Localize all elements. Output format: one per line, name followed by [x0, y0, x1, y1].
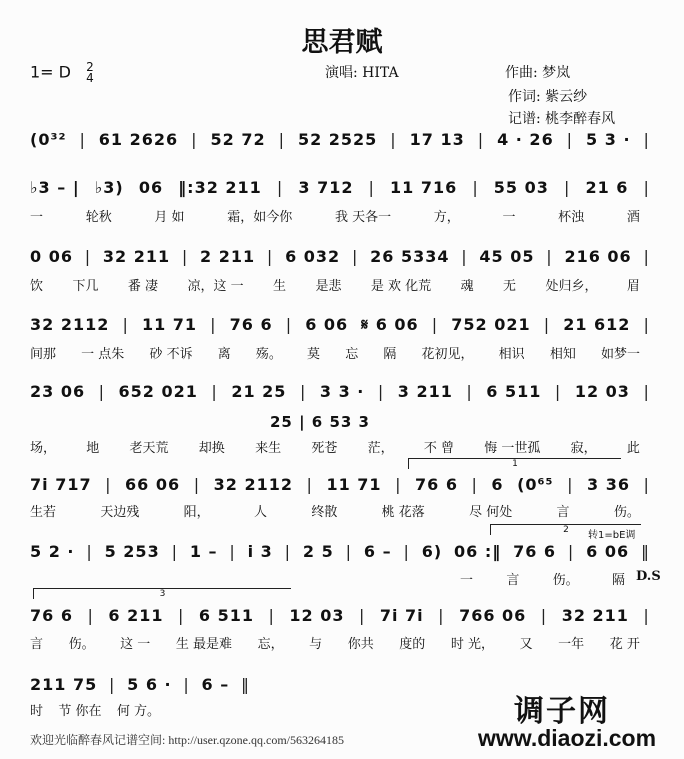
lyric-word: 忘， [257, 637, 284, 652]
lyric-word: 相知 [549, 347, 576, 362]
barline: ‖ [240, 675, 250, 694]
lyric-word: 下几 [72, 279, 99, 294]
lyric-word: 一 [30, 210, 44, 225]
measure: 6 [491, 475, 504, 494]
barline: | [191, 130, 198, 149]
measure: 0 06 [30, 247, 73, 266]
measure: 5 2 · [30, 542, 75, 561]
barline: | [477, 130, 485, 149]
barline: | [554, 382, 562, 401]
measure: 55 03 [493, 178, 549, 197]
barline: | [86, 542, 93, 561]
measure: 6 211 [108, 606, 164, 625]
lyric-word: 何 方。 [116, 704, 160, 719]
lyric-word: 眉 [626, 279, 640, 294]
measure: 3 211 [397, 382, 453, 401]
barline: | [567, 475, 574, 494]
lyric-word: 桃 花落 [381, 505, 425, 520]
lyric-word: 又 [519, 637, 533, 652]
notation-line [30, 178, 650, 197]
measure: 5 253 [104, 542, 160, 561]
time-signature [86, 62, 94, 84]
measure: 11 71 [141, 315, 198, 334]
notation-line [30, 130, 650, 149]
lyrics-line [30, 343, 640, 362]
measure: 7i 7i [379, 606, 424, 625]
measure: 6 – [201, 675, 230, 694]
barline: | [567, 542, 575, 561]
measure: 216 06 [564, 247, 632, 266]
lyric-word: 轮秋 [85, 210, 112, 225]
lyric-word: 生 最是难 [175, 637, 232, 652]
barline: | [79, 130, 86, 149]
barline: | [345, 542, 353, 561]
measure: 3 3 · [319, 382, 365, 401]
lyric-word: 与 [309, 637, 323, 652]
measure: 21 6 [585, 178, 629, 197]
notation-line [30, 606, 650, 625]
lyric-word: 人 [253, 505, 267, 520]
lyric-word: 时 [30, 704, 44, 719]
lyric-word: 处归乡， [545, 279, 598, 294]
notation-line [30, 675, 250, 694]
barline: | [87, 606, 94, 625]
barline: | [285, 315, 293, 334]
measure: 76 6 [415, 475, 458, 494]
lyric-word: 无 [503, 279, 517, 294]
measure: 06 :‖ [454, 542, 502, 561]
lyric-word: 殇。 [255, 347, 282, 362]
lyrics-line [30, 275, 640, 294]
barline: | [284, 542, 292, 561]
modulation-marking: 转1=bE调 [588, 530, 636, 541]
lyrics-line [30, 633, 640, 652]
lyric-word: 我 天各一 [334, 210, 392, 225]
transcriber: 记谱: 桃李醉春风 [508, 111, 616, 127]
measure: 52 72 [210, 130, 266, 149]
lyric-word: 尽 何处 [469, 505, 513, 520]
lyric-word: 如梦一 [600, 347, 640, 362]
lyrics-line [460, 569, 625, 588]
lyrics-line [30, 437, 640, 456]
lyrics-line [30, 206, 640, 225]
notation-line [30, 247, 650, 266]
lyric-word: 饮 [30, 279, 44, 294]
measure: 12 03 [574, 382, 630, 401]
lyric-word: 莫 [307, 347, 321, 362]
barline: | [643, 382, 650, 401]
barline: | [543, 315, 551, 334]
measure: 11 716 [390, 178, 458, 197]
measure: 2 211 [200, 247, 256, 266]
composer: 作曲: 梦岚 [505, 65, 571, 81]
measure: 11 71 [326, 475, 382, 494]
barline: | [276, 178, 284, 197]
time-sig-bottom: 4 [86, 71, 94, 85]
measure: 3 712 [298, 178, 354, 197]
lyric-word: 方， [433, 210, 460, 225]
footer-text: 欢迎光临醉春风记谱空间: http://user.qzone.qq.com/563264185 [30, 733, 344, 747]
lyric-word: 一 点朱 [81, 347, 125, 362]
lyric-word: 一年 [558, 637, 585, 652]
lyric-word: 悔 一世孤 [484, 441, 541, 456]
barline: | [84, 247, 92, 266]
measure: 652 021 [118, 382, 198, 401]
lyric-word: 隔 [611, 573, 625, 588]
lyric-word: 一 [460, 573, 474, 588]
barline: | [643, 475, 650, 494]
measure: 32 2112 [213, 475, 293, 494]
measure: 06 [138, 178, 164, 197]
lyric-word: 这 一 [120, 637, 151, 652]
lyric-word: 伤。 [613, 505, 640, 520]
barline: | [466, 382, 473, 401]
lyric-word: 度的 [399, 637, 426, 652]
volta-bracket: 3 [33, 588, 291, 599]
lyric-word: 阳， [183, 505, 210, 520]
barline: | [643, 130, 650, 149]
lyric-word: 天边残 [100, 505, 140, 520]
notation-line [30, 315, 650, 335]
barline: | [358, 606, 366, 625]
barline: | [546, 247, 553, 266]
lyricist: 作词: 紫云纱 [508, 89, 588, 105]
measure: 32 211 [102, 247, 171, 266]
measure: 6 511 [198, 606, 254, 625]
lyric-word: 霜，如今你 [227, 210, 293, 225]
lyric-word: 一 [502, 210, 516, 225]
lyric-word: 死苍 [311, 441, 338, 456]
lyric-word: 茫， [367, 441, 394, 456]
measure: ♭3 – | [30, 178, 80, 197]
lyric-word: 砂 不诉 [149, 347, 193, 362]
measure: 21 25 [231, 382, 287, 401]
measure: 32 211 [561, 606, 629, 625]
lyric-word: 时 光， [450, 637, 495, 652]
measure: 2 5 [302, 542, 334, 561]
lyric-word: 老天荒 [129, 441, 169, 456]
lyric-word: 花 开 [609, 637, 640, 652]
lyric-word: 来生 [255, 441, 282, 456]
lyric-word: 地 [86, 441, 100, 456]
barline: | [643, 606, 650, 625]
lyric-word: 此 [626, 441, 640, 456]
lyric-word: 生 [273, 279, 287, 294]
lyric-word: 忘 [345, 347, 359, 362]
lyric-word: 节 你在 [58, 704, 102, 719]
lyric-word: 离 [217, 347, 231, 362]
measure: 12 03 [289, 606, 345, 625]
barline: | [193, 475, 201, 494]
lyric-word: 凉，这 一 [187, 279, 244, 294]
barline: | [108, 675, 116, 694]
lyric-word: 是 欢 化荒 [370, 279, 432, 294]
lyric-word: 寂， [570, 441, 597, 456]
barline: | [438, 606, 445, 625]
barline: ‖ [641, 542, 650, 561]
barline: | [643, 178, 650, 197]
measure: 17 13 [409, 130, 465, 149]
barline: | [105, 475, 112, 494]
volta-bracket: 2 [490, 524, 641, 535]
key-label: 1= D [30, 62, 71, 82]
lyrics-line [30, 501, 640, 520]
measure: 6 511 [486, 382, 542, 401]
barline: | [181, 247, 189, 266]
barline: | [177, 606, 185, 625]
lyric-word: 是悲 [315, 279, 342, 294]
measure: 211 75 [30, 675, 98, 694]
barline: | [471, 475, 478, 494]
barline: | [566, 130, 574, 149]
song-title: 思君赋 [301, 27, 383, 58]
barline: | [643, 247, 650, 266]
lyric-word: 言 [556, 505, 570, 520]
lyric-word: 魂 [460, 279, 474, 294]
barline: | [183, 675, 190, 694]
barline: | [210, 315, 217, 334]
measure: 1 – [189, 542, 218, 561]
lyric-word: 酒 [626, 210, 640, 225]
barline: | [122, 315, 129, 334]
measure: i 3 [247, 542, 273, 561]
time-sig-top: 2 [86, 60, 94, 74]
volta-bracket: 1 [408, 458, 621, 469]
lyric-word: 番 凄 [127, 279, 159, 294]
barline: | [643, 315, 650, 334]
lyric-word: 不 曾 [423, 441, 454, 456]
barline: | [390, 130, 397, 149]
measure: (0³² [30, 130, 67, 149]
singer: 演唱: HITA [325, 65, 399, 81]
notation-line [30, 475, 650, 494]
lyric-word: 花初见， [421, 347, 474, 362]
notation-line [30, 382, 650, 401]
measure: 45 05 [479, 247, 535, 266]
barline: | [268, 606, 275, 625]
barline: | [171, 542, 178, 561]
lyric-word: 言 [30, 637, 44, 652]
measure: 66 06 [125, 475, 181, 494]
barline: | [540, 606, 548, 625]
measure: 6 06 [586, 542, 630, 561]
watermark-url: www.diaozi.com [478, 725, 657, 751]
barline: | [211, 382, 218, 401]
measure: 61 2626 [98, 130, 179, 149]
measure: 32 2112 [30, 315, 110, 334]
barline: | [472, 178, 479, 197]
measure: 6 06 [305, 315, 349, 334]
lyric-word: 间那 [30, 347, 57, 362]
lyric-word: 隔 [383, 347, 397, 362]
measure: 7i 717 [30, 475, 92, 494]
measure: 76 6 [30, 606, 73, 625]
measure: 21 612 [563, 315, 631, 334]
barline: | [431, 315, 439, 334]
measure: 4 · 26 [497, 130, 554, 149]
barline: | [395, 475, 402, 494]
barline: | [306, 475, 313, 494]
barline: | [368, 178, 375, 197]
barline: | [403, 542, 410, 561]
measure: 5 6 · [127, 675, 172, 694]
lyric-word: 生若 [30, 505, 57, 520]
measure: 6 032 [285, 247, 341, 266]
barline: | [98, 382, 106, 401]
measure: 6 – [363, 542, 392, 561]
lyrics-line [30, 700, 160, 719]
lyric-word: 场， [30, 441, 57, 456]
measure: ♭3) [94, 178, 124, 197]
measure: 3 36 [587, 475, 630, 494]
lyric-word: 伤。 [68, 637, 95, 652]
barline: | [299, 382, 307, 401]
barline: | [351, 247, 359, 266]
lyric-word: 相识 [498, 347, 525, 362]
notation-line [30, 542, 650, 561]
measure: 766 06 [459, 606, 527, 625]
lyric-word: 伤。 [552, 573, 579, 588]
alternate-notes: 25 | 6 53 3 [270, 413, 370, 431]
barline: | [266, 247, 274, 266]
barline: | [229, 542, 236, 561]
measure: 5 3 · [586, 130, 631, 149]
key-signature [30, 62, 94, 84]
measure: (0⁶⁵ [517, 475, 554, 494]
watermark-logo: 调子网 [514, 694, 610, 729]
ds-marking: D.S [636, 569, 661, 584]
measure: 6) [421, 542, 443, 561]
lyric-word: 杯浊 [558, 210, 585, 225]
measure: 26 5334 [370, 247, 450, 266]
measure: 𝄋 6 06 [361, 315, 419, 334]
lyric-word: 言 [506, 573, 520, 588]
barline: | [377, 382, 385, 401]
measure: 752 021 [451, 315, 531, 334]
lyric-word: 却换 [198, 441, 225, 456]
measure: 52 2525 [297, 130, 378, 149]
measure: 76 6 [513, 542, 557, 561]
lyric-word: 你共 [347, 637, 374, 652]
barline: | [563, 178, 571, 197]
measure: ‖:32 211 [178, 178, 262, 197]
lyric-word: 终散 [311, 505, 338, 520]
lyric-word: 月 如 [154, 210, 185, 225]
measure: 23 06 [30, 382, 86, 401]
barline: | [278, 130, 285, 149]
measure: 76 6 [229, 315, 273, 334]
barline: | [461, 247, 468, 266]
